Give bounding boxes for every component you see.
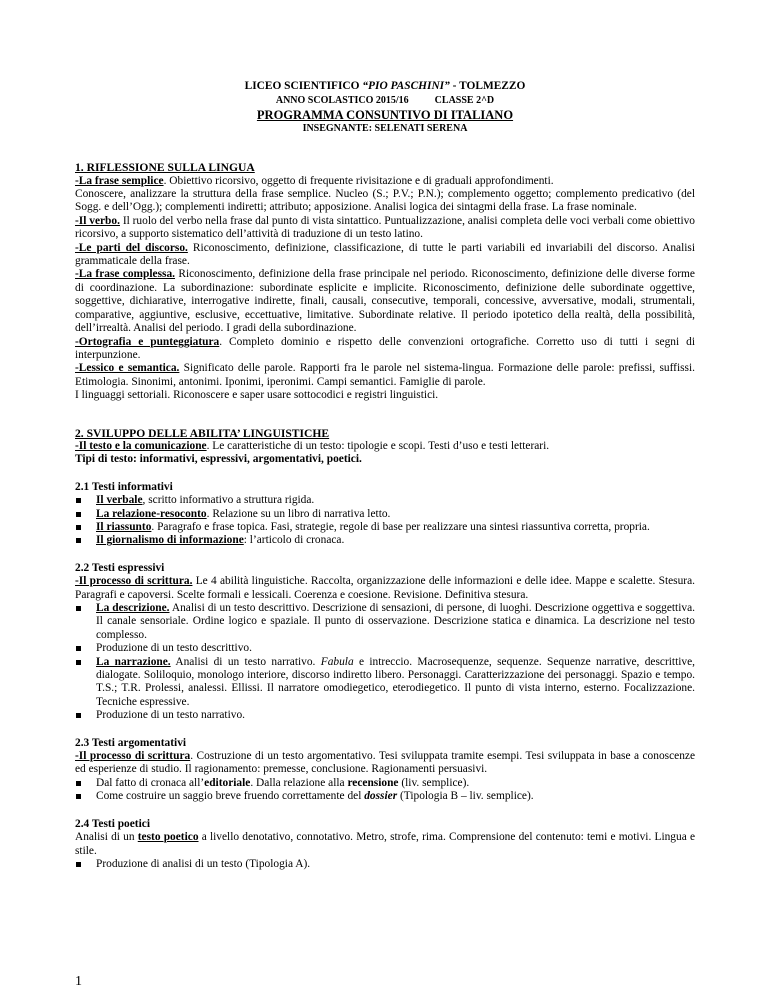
- paragraph-testo-poetico: Analisi di un testo poetico a livello denotativo, connotativo. Metro, strofe, rima. Comprensione del contenuto: temi e motivi. Lingua e stile.: [75, 831, 695, 857]
- argomentativi-list: [75, 777, 695, 804]
- paragraph-frase-complessa: -La frase complessa. Riconoscimento, definizione della frase principale nel periodo. Riconoscimento, definizione delle diverse forme di coordinazione. La subordinazione: subordinate esplicite e implicite. Riconoscimento, definizione delle subordinate oggettive, soggettive, dichiarative, interrogative indirette, finali, causali, consecutive, temporali, concessive, avversative, modali, strumentali, comparative, aggiuntive, esclusive, eccettuative, limitative. Subordinate relative. Il periodo ipotetico della realtà, della possibilità, dell’irrealtà. Analisi del periodo. I gradi della subordinazione.: [75, 268, 695, 335]
- program-title: PROGRAMMA CONSUNTIVO DI ITALIANO: [256, 107, 514, 122]
- page-number: 1: [75, 974, 82, 989]
- paragraph-lessico: -Lessico e semantica. Significato delle parole. Rapporti fra le parole nel sistema-lingua. Formazione delle parole: prefissi, suffissi. Etimologia. Sinonimi, antonimi. Iponimi, iperonimi. Campi semantici. Famiglie di parole.: [75, 362, 695, 388]
- subsection-2-1-title: 2.1 Testi informativi: [75, 480, 173, 493]
- paragraph-parti-discorso: -Le parti del discorso. Riconoscimento, definizione, classificazione, di tutte le parti variabili ed invariabili del discorso. Analisi grammaticale della frase.: [75, 241, 695, 268]
- paragraph-processo-scrittura: -Il processo di scrittura. Le 4 abilità linguistiche. Raccolta, organizzazione delle informazioni e delle idee. Mappe e scalette. Stesura. Paragrafi e capoversi. Scelte formali e lessicali. Coerenza e coesione. Revisione. Definitiva stesura.: [75, 575, 695, 601]
- document-page: [75, 80, 695, 871]
- list-item: Il verbale, scritto informativo a struttura rigida.: [75, 494, 695, 507]
- paragraph-testo-comunicazione: -Il testo e la comunicazione. Le caratteristiche di un testo: tipologie e scopi. Testi d’uso e testi letterari.: [75, 439, 550, 452]
- paragraph-frase-semplice: -La frase semplice. Obiettivo ricorsivo, oggetto di frequente rivisitazione e di graduali approfondimenti.: [75, 174, 554, 187]
- list-item: Dal fatto di cronaca all’editoriale. Dalla relazione alla recensione (liv. semplice).: [75, 777, 695, 790]
- list-item: La narrazione. Analisi di un testo narrativo. Fabula e intreccio. Macrosequenze, sequenze. Sequenze narrative, descrittive, dialogate. Soliloquio, monologo interiore, discorso indiretto libero. Personaggi. Caratterizzazione dei personaggi. Spazio e tempo. T.S.; T.R. Prolessi, analessi. Ellissi. Il narratore omodiegetico, eterodiegetico. Il punto di vista interno, esterno. Focalizzazione. Tecniche espressive.: [75, 656, 695, 710]
- list-item: Produzione di un testo descrittivo.: [75, 642, 695, 655]
- subsection-2-2-title: 2.2 Testi espressivi: [75, 561, 165, 574]
- list-item: Il riassunto. Paragrafo e frase topica. Fasi, strategie, regole di base per realizzare una sintesi riassuntiva corretta, propria.: [75, 521, 695, 534]
- school-title: LICEO SCIENTIFICO “PIO PASCHINI” - TOLMEZZO: [244, 80, 526, 92]
- paragraph-tipi-testo: Tipi di testo: informativi, espressivi, argomentativi, poetici.: [75, 453, 362, 466]
- subsection-2-3-title: 2.3 Testi argomentativi: [75, 736, 187, 749]
- informativi-list: [75, 494, 695, 548]
- list-item: Come costruire un saggio breve fruendo correttamente del dossier (Tipologia B – liv. semplice).: [75, 790, 695, 803]
- school-year-line: ANNO SCOLASTICO 2015/16 CLASSE 2^D: [275, 95, 495, 107]
- teacher-line: INSEGNANTE: SELENATI SERENA: [302, 122, 468, 134]
- list-item: La relazione-resoconto. Relazione su un libro di narrativa letto.: [75, 508, 695, 521]
- paragraph-conoscere: Conoscere, analizzare la struttura della frase semplice. Nucleo (S.; P.V.; P.N.); complemento oggetto; complemento predicativo (del Sogg. e dell’Ogg.); complementi indiretti; attributo; apposizione. Analisi logica dei sintagmi della frase. La frase nominale.: [75, 188, 695, 214]
- poetici-list: [75, 858, 695, 871]
- paragraph-verbo: -Il verbo. Il ruolo del verbo nella frase dal punto di vista sintattico. Puntualizzazione, analisi completa delle voci verbali come obiettivo ricorsivo, a supporto sistematico dell’attività di traduzione di un testo latino.: [75, 214, 695, 241]
- list-item: Produzione di un testo narrativo.: [75, 709, 695, 722]
- subsection-2-4-title: 2.4 Testi poetici: [75, 817, 150, 830]
- espressivi-list: [75, 602, 695, 723]
- section-2-title: 2. SVILUPPO DELLE ABILITA’ LINGUISTICHE: [75, 426, 330, 440]
- list-item: La descrizione. Analisi di un testo descrittivo. Descrizione di sensazioni, di persone, di luoghi. Descrizione oggettiva e soggettiva. Il canale sensoriale. Ordine logico e spaziale. Il punto di osservazione. Descrizione statica e dinamica. La descrizione nel testo complesso.: [75, 602, 695, 642]
- paragraph-ortografia: -Ortografia e punteggiatura. Completo dominio e rispetto delle convenzioni ortografiche. Corretto uso di tutti i segni di interpunzione.: [75, 335, 695, 361]
- paragraph-linguaggi: I linguaggi settoriali. Riconoscere e saper usare sottocodici e registri linguistici.: [75, 389, 439, 402]
- list-item: Il giornalismo di informazione: l’articolo di cronaca.: [75, 534, 695, 547]
- list-item: Produzione di analisi di un testo (Tipologia A).: [75, 858, 695, 871]
- paragraph-processo-argomentativo: -Il processo di scrittura. Costruzione di un testo argomentativo. Tesi sviluppata tramite esempi. Tesi sviluppata in base a conoscenze ed esperienze di studio. Il ragionamento: premesse, conclusione. Ragionamenti persuasivi.: [75, 750, 695, 776]
- section-1-title: 1. RIFLESSIONE SULLA LINGUA: [75, 161, 255, 175]
